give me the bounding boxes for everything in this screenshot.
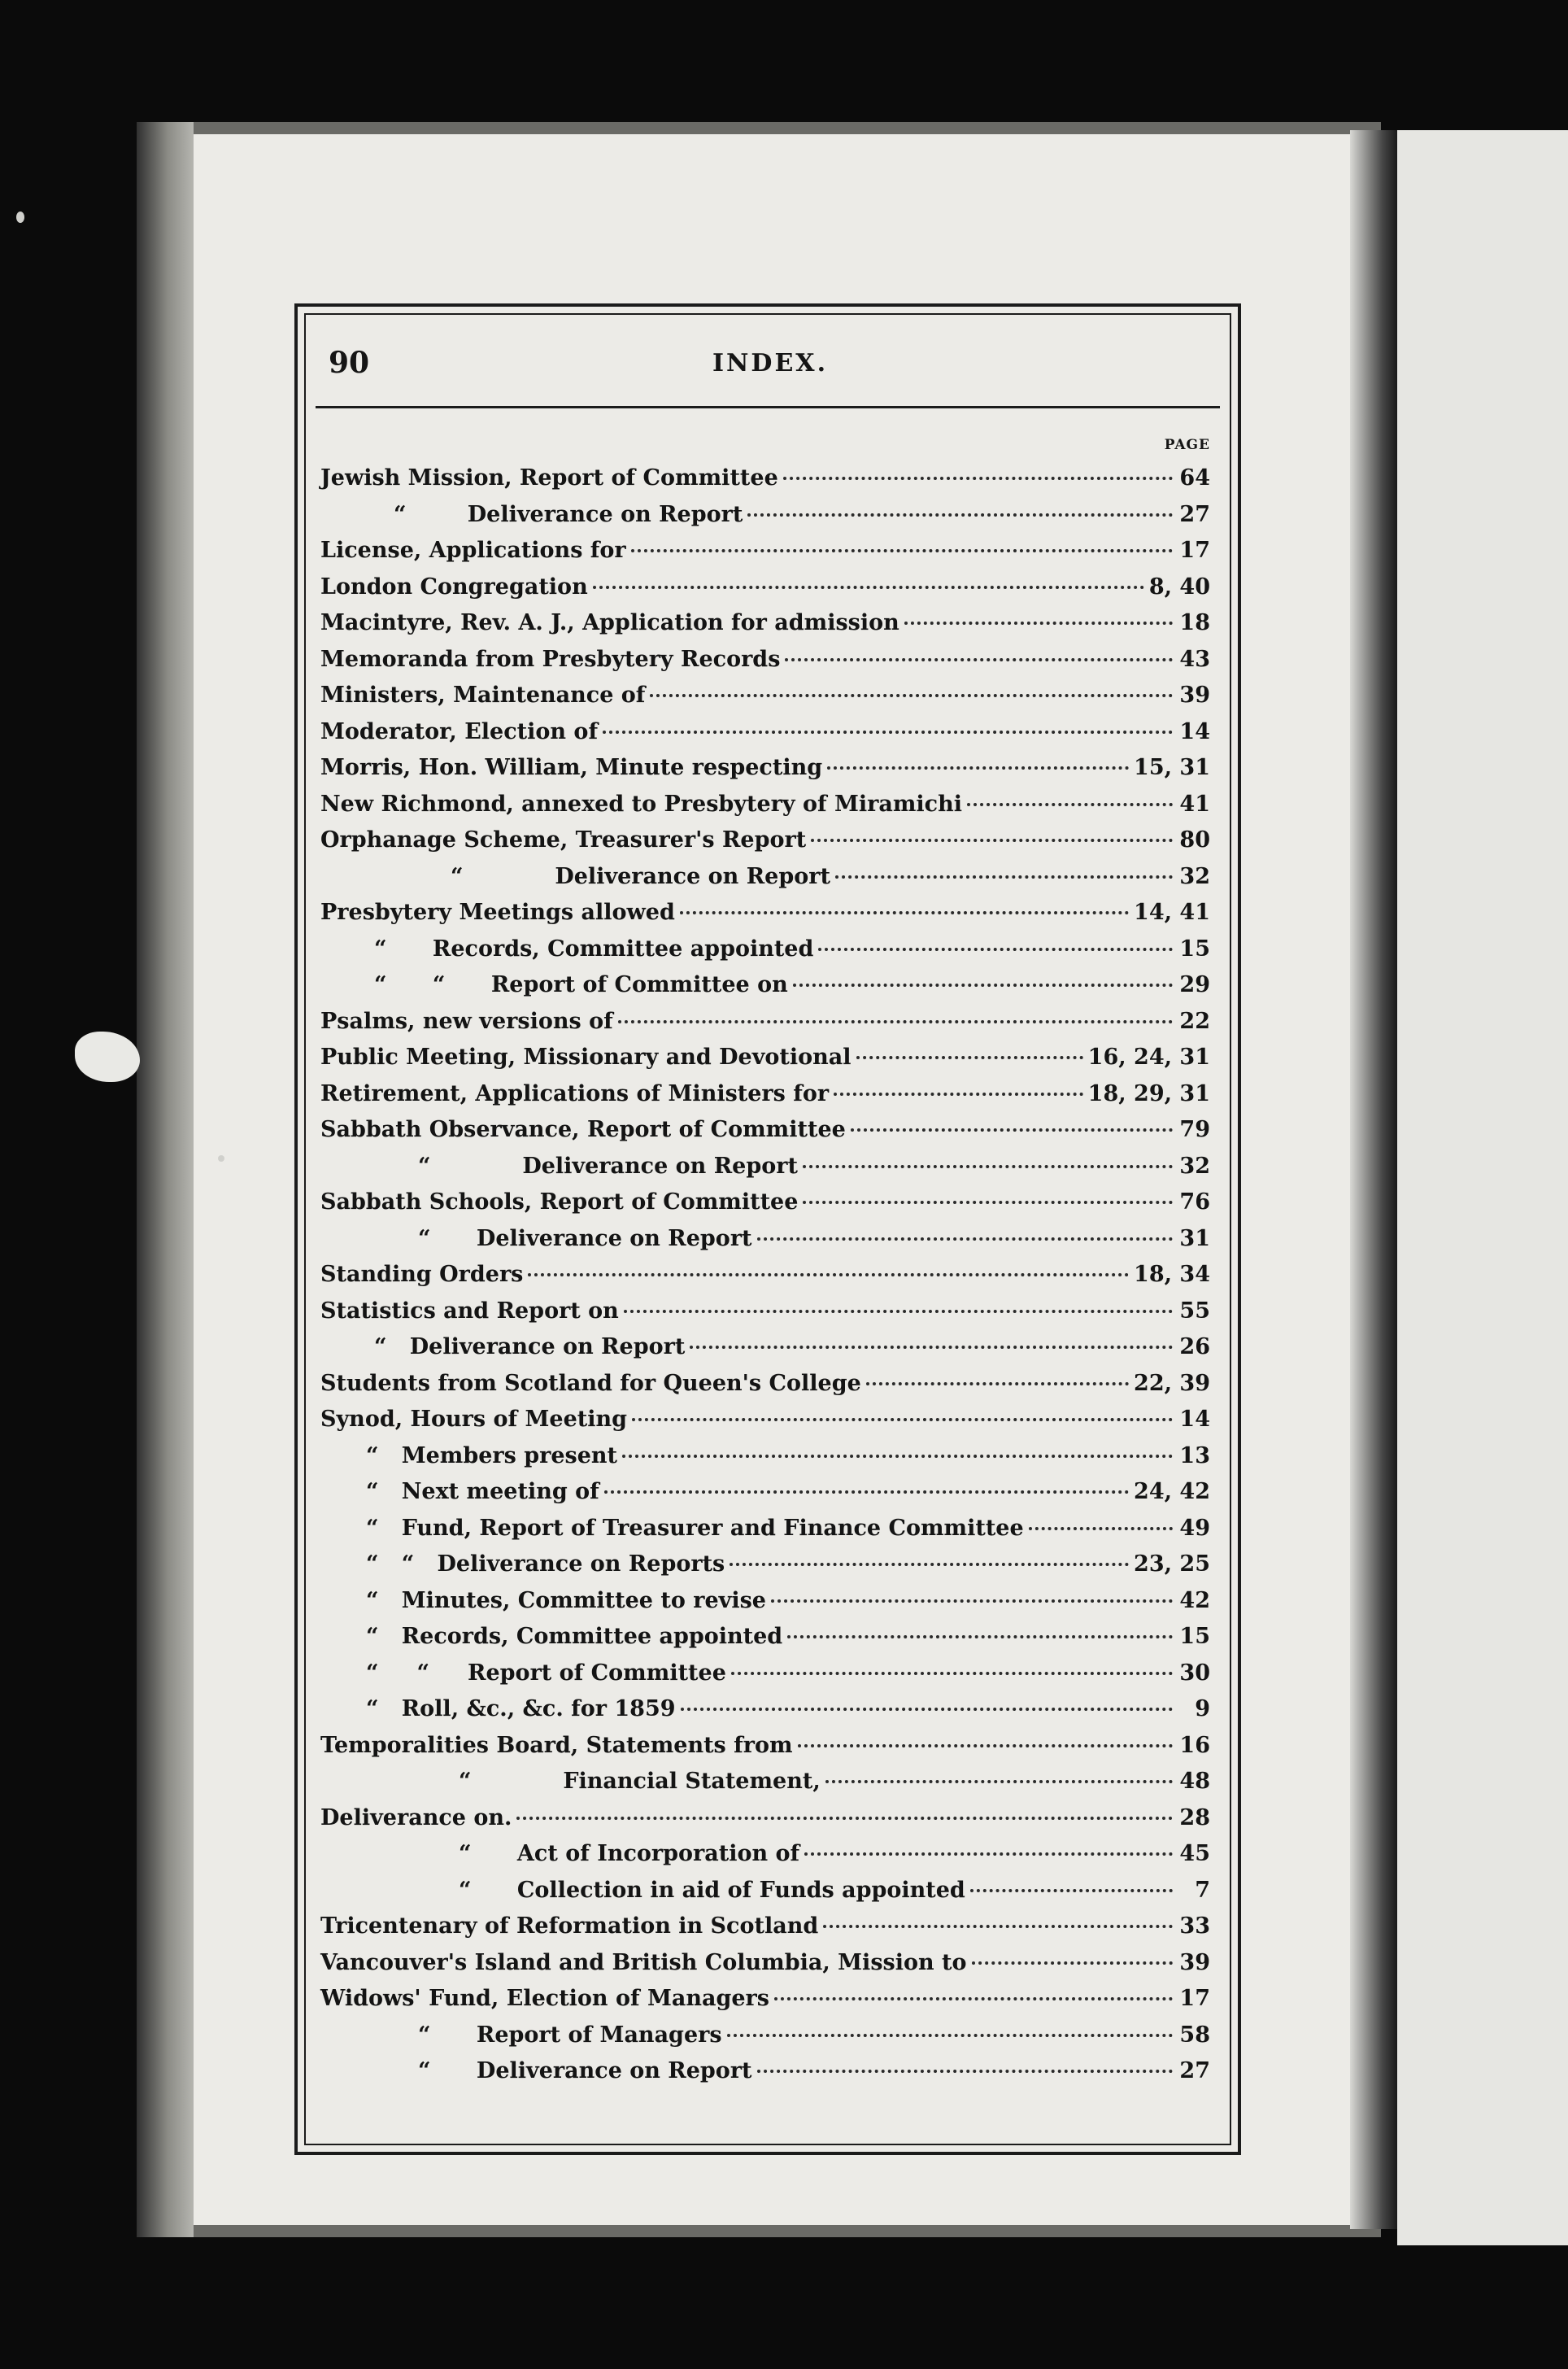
index-entry-text: “ “ Deliverance on Reports (366, 1551, 725, 1577)
index-entry-text: “ Minutes, Committee to revise (366, 1587, 766, 1613)
dot-leader (904, 597, 1173, 625)
index-entry-page: 29 (1179, 972, 1210, 997)
dot-leader (690, 1321, 1173, 1349)
index-entry-text: “ Roll, &c., &c. for 1859 (366, 1696, 676, 1721)
dot-leader (972, 1937, 1174, 1965)
dust-speck (218, 1155, 224, 1162)
index-entry-page: 55 (1179, 1298, 1210, 1324)
index-entry-page: 39 (1179, 683, 1210, 708)
dot-leader (680, 887, 1129, 914)
dot-leader (823, 1900, 1173, 1928)
index-entry-text: “ Report of Managers (418, 2022, 722, 2048)
index-entry-text: Sabbath Observance, Report of Committee (320, 1117, 846, 1142)
index-entry-text: Standing Orders (320, 1262, 524, 1287)
page-edge-shadow (137, 122, 194, 2237)
dot-leader (798, 1720, 1173, 1747)
dot-leader (803, 1141, 1173, 1168)
index-entry-text: “ Collection in aid of Funds appointed (459, 1877, 965, 1903)
index-entry-page: 41 (1179, 791, 1210, 817)
index-entry-page: 32 (1179, 863, 1210, 889)
index-entry-page: 18, 29, 31 (1087, 1080, 1210, 1106)
dot-leader (856, 1032, 1083, 1059)
index-entry-text: “ Next meeting of (366, 1479, 599, 1504)
dot-leader (970, 1865, 1173, 1892)
index-entry-text: “ Deliverance on Report (394, 501, 743, 527)
index-entry-text: Memoranda from Presbytery Records (320, 646, 781, 672)
index-entry-text: London Congregation (320, 574, 588, 600)
index-entry-page: 26 (1179, 1334, 1210, 1359)
dot-leader (825, 1756, 1173, 1783)
dot-leader (593, 561, 1144, 589)
index-entry (320, 2050, 1210, 2087)
dot-leader (771, 1575, 1173, 1603)
index-entry-page: 31 (1179, 1225, 1210, 1251)
index-entry-page: 43 (1179, 646, 1210, 672)
index-entry-text: “ “ Report of Committee (366, 1660, 726, 1686)
dot-leader (818, 923, 1173, 951)
paper-blot (75, 1032, 140, 1082)
dot-leader (528, 1249, 1129, 1276)
index-entry-page: 9 (1195, 1696, 1210, 1721)
index-entry-page: 17 (1179, 538, 1210, 563)
dot-leader (603, 706, 1173, 734)
index-entry-text: Orphanage Scheme, Treasurer's Report (320, 827, 807, 853)
index-entry-text: Macintyre, Rev. A. J., Application for admission (320, 610, 899, 635)
index-entry-page: 22, 39 (1134, 1370, 1210, 1396)
index-entry-text: “ Records, Committee appointed (366, 1624, 783, 1649)
index-frame-inner-rule (304, 313, 1231, 2145)
dot-leader (757, 2045, 1173, 2073)
header-rule (316, 406, 1220, 408)
dot-leader (803, 1176, 1173, 1204)
index-entry-page: 17 (1179, 1986, 1210, 2011)
index-entry-page: 15, 31 (1134, 755, 1210, 780)
index-entry-text: Moderator, Election of (320, 718, 599, 744)
index-entry-text: Retirement, Applications of Ministers for (320, 1080, 830, 1106)
index-entry-text: Ministers, Maintenance of (320, 683, 646, 708)
index-entry-page: 79 (1179, 1117, 1210, 1142)
index-entry-text: “ Records, Committee appointed (374, 936, 814, 962)
dot-leader (967, 779, 1173, 806)
index-entry-text: Students from Scotland for Queen's College (320, 1370, 861, 1396)
dot-leader (1029, 1503, 1173, 1530)
index-entry-page: 24, 42 (1134, 1479, 1210, 1504)
dot-leader (731, 1647, 1173, 1675)
index-entry-page: 27 (1179, 501, 1210, 527)
dot-leader (783, 452, 1173, 480)
index-entry-text: Vancouver's Island and British Columbia, Mission to (320, 1949, 967, 1975)
index-entry-page: 27 (1179, 2058, 1210, 2083)
index-entry-text: “ Deliverance on Report (418, 2058, 752, 2083)
dot-leader (793, 959, 1173, 987)
index-entry-page: 15 (1179, 936, 1210, 962)
dot-leader (730, 1538, 1129, 1566)
index-entry-text: Synod, Hours of Meeting (320, 1407, 627, 1432)
dot-leader (622, 1430, 1173, 1458)
index-entry-text: “ “ Report of Committee on (374, 972, 788, 997)
dot-leader (811, 814, 1173, 842)
book-gutter (1350, 130, 1397, 2229)
index-entries (320, 457, 1210, 2087)
index-entry-page: 64 (1179, 465, 1210, 491)
index-entry-text: “ Deliverance on Report (418, 1153, 798, 1179)
facing-page-edge (1397, 130, 1568, 2245)
index-entry-text: Morris, Hon. William, Minute respecting (320, 755, 823, 780)
index-entry-text: License, Applications for (320, 538, 626, 563)
index-entry-page: 18 (1179, 610, 1210, 635)
index-frame (294, 303, 1241, 2155)
index-entry-text: “ Financial Statement, (459, 1769, 821, 1794)
index-entry-page: 76 (1179, 1189, 1210, 1215)
index-entry-text: Public Meeting, Missionary and Devotional (320, 1045, 852, 1070)
index-entry-page: 33 (1179, 1913, 1210, 1939)
index-entry-text: “ Members present (366, 1442, 618, 1468)
dot-leader (618, 996, 1173, 1023)
index-entry-page: 22 (1179, 1008, 1210, 1034)
dot-leader (681, 1683, 1173, 1711)
dot-leader (727, 2009, 1173, 2037)
dot-leader (747, 489, 1173, 517)
index-entry-page: 45 (1179, 1841, 1210, 1866)
index-entry-page: 39 (1179, 1949, 1210, 1975)
dot-leader (650, 670, 1173, 697)
dot-leader (757, 1213, 1173, 1241)
page-header (329, 346, 1212, 388)
index-entry-page: 28 (1179, 1804, 1210, 1830)
page-column-heading: PAGE (1164, 437, 1210, 453)
index-entry-text: Statistics and Report on (320, 1298, 619, 1324)
index-entry-text: Sabbath Schools, Report of Committee (320, 1189, 799, 1215)
page-number: 90 (329, 346, 370, 380)
dot-leader (632, 1394, 1173, 1421)
index-entry-page: 80 (1179, 827, 1210, 853)
index-entry-page: 49 (1179, 1515, 1210, 1541)
index-entry-text: Tricentenary of Reformation in Scotland (320, 1913, 819, 1939)
index-entry-text: “ Fund, Report of Treasurer and Finance Committee (366, 1515, 1024, 1541)
index-entry-page: 23, 25 (1134, 1551, 1210, 1577)
dot-leader (785, 634, 1173, 661)
index-entry-page: 13 (1179, 1442, 1210, 1468)
index-entry-text: “ Deliverance on Report (418, 1225, 752, 1251)
dot-leader (624, 1285, 1173, 1313)
index-entry-page: 30 (1179, 1660, 1210, 1686)
index-entry-page: 8, 40 (1148, 574, 1210, 600)
index-entry-text: Jewish Mission, Report of Committee (320, 465, 778, 491)
index-entry-page: 14 (1179, 1407, 1210, 1432)
index-entry-page: 15 (1179, 1624, 1210, 1649)
dot-leader (827, 742, 1129, 770)
index-entry-page: 58 (1179, 2022, 1210, 2048)
index-entry-page: 42 (1179, 1587, 1210, 1613)
index-entry-text: Presbytery Meetings allowed (320, 900, 675, 925)
dot-leader (631, 525, 1173, 552)
index-entry-text: Widows' Fund, Election of Managers (320, 1986, 769, 2011)
index-entry-page: 14 (1179, 718, 1210, 744)
dot-leader (774, 1973, 1173, 2000)
index-entry-text: “ Act of Incorporation of (459, 1841, 800, 1866)
index-entry-text: “ Deliverance on Report (451, 863, 830, 889)
dot-leader (835, 851, 1173, 879)
index-entry-text: Temporalities Board, Statements from (320, 1732, 793, 1758)
index-entry-page: 16, 24, 31 (1087, 1045, 1210, 1070)
index-entry-text: “ Deliverance on Report (374, 1334, 686, 1359)
index-entry-text: Deliverance on. (320, 1804, 512, 1830)
index-entry-text: New Richmond, annexed to Presbytery of Miramichi (320, 791, 962, 817)
dot-leader (787, 1611, 1173, 1638)
dust-speck (16, 212, 24, 223)
dot-leader (834, 1068, 1083, 1096)
index-entry-text: Psalms, new versions of (320, 1008, 613, 1034)
running-title: INDEX. (712, 349, 829, 377)
dot-leader (516, 1792, 1173, 1820)
index-entry-page: 48 (1179, 1769, 1210, 1794)
index-entry-page: 14, 41 (1134, 900, 1210, 925)
index-entry-page: 7 (1195, 1877, 1210, 1903)
dot-leader (866, 1358, 1129, 1385)
dot-leader (604, 1466, 1129, 1494)
index-entry-page: 16 (1179, 1732, 1210, 1758)
index-entry-page: 32 (1179, 1153, 1210, 1179)
index-entry-page: 18, 34 (1134, 1262, 1210, 1287)
dot-leader (804, 1828, 1173, 1856)
dot-leader (851, 1104, 1173, 1132)
